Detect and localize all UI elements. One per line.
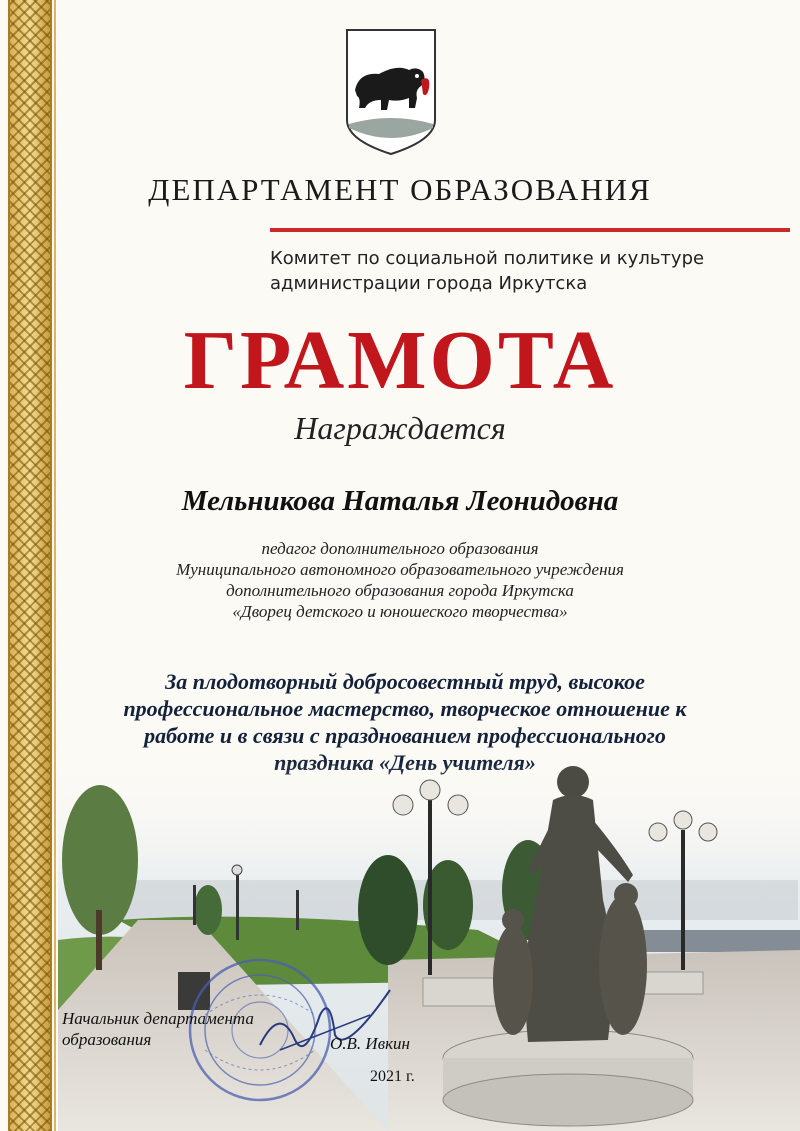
reason-line: За плодотворный добросовестный труд, высокое: [165, 669, 645, 694]
signer-title-line-2: образования: [62, 1030, 152, 1049]
recipient-position: [0, 538, 800, 622]
position-line: педагог дополнительного образования: [261, 539, 539, 558]
position-line: Муниципального автономного образовательного учреждения: [176, 560, 624, 579]
awarded-label: Награждается: [294, 410, 506, 446]
reason-line: работе и в связи с празднованием профессионального: [144, 723, 666, 748]
reason-line: профессиональное мастерство, творческое отношение к: [123, 696, 687, 721]
certificate-title: ГРАМОТА: [183, 314, 617, 407]
embankment-photo: [58, 760, 800, 1131]
committee-line-2: администрации города Иркутска: [270, 273, 588, 294]
position-line: дополнительного образования города Иркутска: [226, 581, 574, 600]
committee-name: [270, 246, 770, 296]
department-title: ДЕПАРТАМЕНТ ОБРАЗОВАНИЯ: [148, 172, 652, 207]
position-line: «Дворец детского и юношеского творчества»: [232, 602, 568, 621]
signer-name: О.В. Ивкин: [330, 1034, 410, 1053]
issue-year: 2021 г.: [370, 1068, 415, 1085]
coat-of-arms-icon: [345, 28, 437, 156]
signer-title-line-1: Начальник департамента: [62, 1009, 254, 1028]
committee-line-1: Комитет по социальной политике и культуре: [270, 248, 705, 269]
signer-title: [62, 1008, 254, 1050]
header-rule: [270, 228, 790, 232]
recipient-name: Мельникова Наталья Леонидовна: [181, 485, 619, 517]
